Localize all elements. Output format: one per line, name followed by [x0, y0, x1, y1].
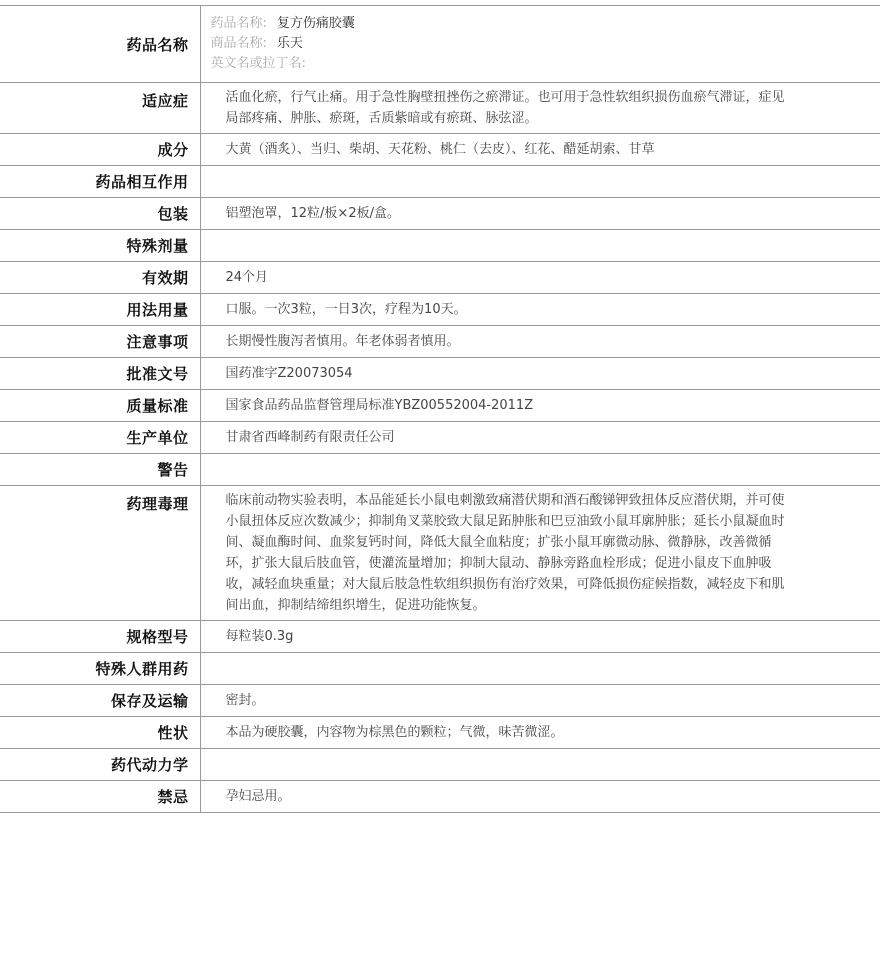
table-row-pharmacokinetics	[0, 749, 880, 781]
table-row-manufacturer	[0, 422, 880, 454]
row-value: 活血化瘀，行气止痛。用于急性胸壁扭挫伤之瘀滞证。也可用于急性软组织损伤血瘀气滞证，症见局部疼痛、肿胀、瘀斑，舌质紫暗或有瘀斑、脉弦涩。	[200, 83, 880, 134]
row-value: 国家食品药品监督管理局标准YBZ00552004-2011Z	[200, 390, 880, 422]
row-label: 药理毒理	[0, 486, 200, 621]
row-label: 禁忌	[0, 781, 200, 813]
row-value	[200, 230, 880, 262]
row-value: 本品为硬胶囊，内容物为棕黑色的颗粒；气微，味苦微涩。	[200, 717, 880, 749]
table-row-drug-name	[0, 6, 880, 83]
row-label: 生产单位	[0, 422, 200, 454]
row-label: 有效期	[0, 262, 200, 294]
row-value: 每粒装0.3g	[200, 621, 880, 653]
row-value	[200, 166, 880, 198]
table-row-specification	[0, 621, 880, 653]
table-row-pharmacology	[0, 486, 880, 621]
row-label: 质量标准	[0, 390, 200, 422]
table-row-approval-number	[0, 358, 880, 390]
trade-name-value: 乐天	[276, 36, 303, 51]
table-row-storage	[0, 685, 880, 717]
row-value: 临床前动物实验表明，本品能延长小鼠电刺激致痛潜伏期和酒石酸锑钾致扭体反应潜伏期，并可使小鼠扭体反应次数减少；抑制角叉菜胶致大鼠足跖肿胀和巴豆油致小鼠耳廓肿胀；延长小鼠凝血时间、凝血酶时间、血浆复钙时间，降低大鼠全血粘度；扩张小鼠耳廓微动脉、微静脉，改善微循环，扩张大鼠后肢血管，使灌流量增加；抑制大鼠动、静脉旁路血栓形成；促进小鼠皮下血肿吸收，减轻血块重量；对大鼠后肢急性软组织损伤有治疗效果，可降低损伤症候指数，减轻皮下和肌间出血，抑制结缔组织增生，促进功能恢复。	[200, 486, 880, 621]
table-row-contraindications	[0, 781, 880, 813]
row-value	[200, 653, 880, 685]
row-label: 药代动力学	[0, 749, 200, 781]
row-label: 包装	[0, 198, 200, 230]
row-value: 口服。一次3粒，一日3次，疗程为10天。	[200, 294, 880, 326]
row-label: 特殊人群用药	[0, 653, 200, 685]
row-value: 24个月	[200, 262, 880, 294]
table-row-special-populations	[0, 653, 880, 685]
table-row-special-dosage	[0, 230, 880, 262]
row-value: 密封。	[200, 685, 880, 717]
table-row-shelf-life	[0, 262, 880, 294]
trade-name-key: 商品名称:	[210, 36, 267, 51]
english-name-key: 英文名或拉丁名:	[210, 56, 306, 71]
row-value: 甘肃省西峰制药有限责任公司	[200, 422, 880, 454]
generic-name-line	[211, 14, 789, 34]
row-label: 特殊剂量	[0, 230, 200, 262]
table-row-precautions	[0, 326, 880, 358]
generic-name-key: 药品名称:	[210, 16, 267, 31]
row-label: 适应症	[0, 83, 200, 134]
row-value: 大黄（酒炙）、当归、柴胡、天花粉、桃仁（去皮）、红花、醋延胡索、甘草	[200, 134, 880, 166]
row-label: 用法用量	[0, 294, 200, 326]
row-value: 国药准字Z20073054	[200, 358, 880, 390]
row-value	[200, 6, 880, 83]
row-label: 药品名称	[0, 6, 200, 83]
table-row-package	[0, 198, 880, 230]
drug-info-table	[0, 5, 880, 813]
table-row-indications	[0, 83, 880, 134]
row-label: 药品相互作用	[0, 166, 200, 198]
row-label: 警告	[0, 454, 200, 486]
generic-name-value: 复方伤痛胶囊	[276, 16, 355, 31]
row-label: 成分	[0, 134, 200, 166]
table-row-interactions	[0, 166, 880, 198]
row-value	[200, 454, 880, 486]
table-row-ingredients	[0, 134, 880, 166]
row-value: 孕妇忌用。	[200, 781, 880, 813]
row-label: 批准文号	[0, 358, 200, 390]
name-block	[201, 14, 789, 74]
row-value: 长期慢性腹泻者慎用。年老体弱者慎用。	[200, 326, 880, 358]
row-value: 铝塑泡罩，12粒/板×2板/盒。	[200, 198, 880, 230]
row-label: 规格型号	[0, 621, 200, 653]
table-row-description	[0, 717, 880, 749]
row-label: 保存及运输	[0, 685, 200, 717]
table-row-dosage	[0, 294, 880, 326]
row-value	[200, 749, 880, 781]
table-row-warning	[0, 454, 880, 486]
trade-name-line	[211, 34, 789, 54]
row-label: 注意事项	[0, 326, 200, 358]
english-name-line	[211, 54, 789, 74]
row-label: 性状	[0, 717, 200, 749]
table-row-quality-standard	[0, 390, 880, 422]
